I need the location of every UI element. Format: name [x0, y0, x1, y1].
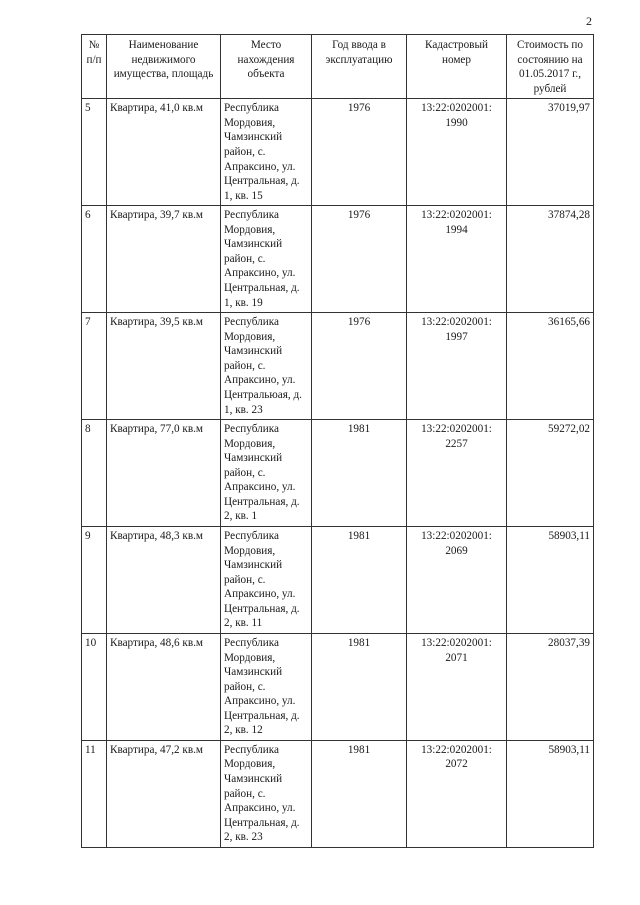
cell-name: Квартира, 41,0 кв.м — [107, 99, 221, 206]
table-row — [82, 99, 594, 206]
cell-name: Квартира, 77,0 кв.м — [107, 420, 221, 527]
property-table — [81, 34, 594, 848]
cell-year: 1976 — [312, 99, 407, 206]
cell-num: 7 — [82, 313, 107, 420]
cell-cost: 36165,66 — [507, 313, 594, 420]
cell-year: 1981 — [312, 527, 407, 634]
cell-cadastral: 13:22:0202001: 2072 — [407, 740, 507, 847]
table-row — [82, 740, 594, 847]
cell-cadastral: 13:22:0202001: 2257 — [407, 420, 507, 527]
cell-cost: 59272,02 — [507, 420, 594, 527]
cell-name: Квартира, 39,5 кв.м — [107, 313, 221, 420]
cell-cadastral: 13:22:0202001: 2071 — [407, 633, 507, 740]
header-name: Наименование недвижимого имущества, площадь — [107, 35, 221, 99]
cell-location: Республика Мордовия, Чамзинский район, с. Апраксино, ул. Центральная, д. 1, кв. 15 — [221, 99, 312, 206]
cell-year: 1981 — [312, 740, 407, 847]
cell-year: 1976 — [312, 313, 407, 420]
cell-location: Республика Мордовия, Чамзинский район, с. Апраксино, ул. Центральная, д. 2, кв. 1 — [221, 420, 312, 527]
header-year: Год ввода в эксплуатацию — [312, 35, 407, 99]
header-cadastral: Кадастровый номер — [407, 35, 507, 99]
table-row — [82, 420, 594, 527]
table-row — [82, 313, 594, 420]
cell-cost: 28037,39 — [507, 633, 594, 740]
header-location: Место нахождения объекта — [221, 35, 312, 99]
cell-num: 6 — [82, 206, 107, 313]
cell-name: Квартира, 47,2 кв.м — [107, 740, 221, 847]
header-cost: Стоимость по состоянию на 01.05.2017 г., рублей — [507, 35, 594, 99]
cell-num: 11 — [82, 740, 107, 847]
cell-num: 9 — [82, 527, 107, 634]
cell-num: 8 — [82, 420, 107, 527]
cell-name: Квартира, 39,7 кв.м — [107, 206, 221, 313]
table-row — [82, 633, 594, 740]
cell-cadastral: 13:22:0202001: 1990 — [407, 99, 507, 206]
cell-cost: 37874,28 — [507, 206, 594, 313]
cell-name: Квартира, 48,6 кв.м — [107, 633, 221, 740]
table-header-row — [82, 35, 594, 99]
cell-location: Республика Мордовия, Чамзинский район, с. Апраксино, ул. Центральная, д. 2, кв. 11 — [221, 527, 312, 634]
cell-location: Республика Мордовия, Чамзинский район, с. Апраксино, ул. Центральюая, д. 1, кв. 23 — [221, 313, 312, 420]
cell-year: 1981 — [312, 633, 407, 740]
page-number: 2 — [586, 14, 592, 28]
cell-location: Республика Мордовия, Чамзинский район, с. Апраксино, ул. Центральная, д. 1, кв. 19 — [221, 206, 312, 313]
cell-cadastral: 13:22:0202001: 1994 — [407, 206, 507, 313]
table-row — [82, 206, 594, 313]
cell-year: 1981 — [312, 420, 407, 527]
cell-cost: 37019,97 — [507, 99, 594, 206]
cell-cost: 58903,11 — [507, 740, 594, 847]
cell-cadastral: 13:22:0202001: 2069 — [407, 527, 507, 634]
cell-location: Республика Мордовия, Чамзинский район, с. Апраксино, ул. Центральная, д. 2, кв. 23 — [221, 740, 312, 847]
header-num: № п/п — [82, 35, 107, 99]
cell-cadastral: 13:22:0202001: 1997 — [407, 313, 507, 420]
cell-num: 5 — [82, 99, 107, 206]
cell-year: 1976 — [312, 206, 407, 313]
table-row — [82, 527, 594, 634]
cell-cost: 58903,11 — [507, 527, 594, 634]
cell-location: Республика Мордовия, Чамзинский район, с. Апраксино, ул. Центральная, д. 2, кв. 12 — [221, 633, 312, 740]
cell-num: 10 — [82, 633, 107, 740]
cell-name: Квартира, 48,3 кв.м — [107, 527, 221, 634]
